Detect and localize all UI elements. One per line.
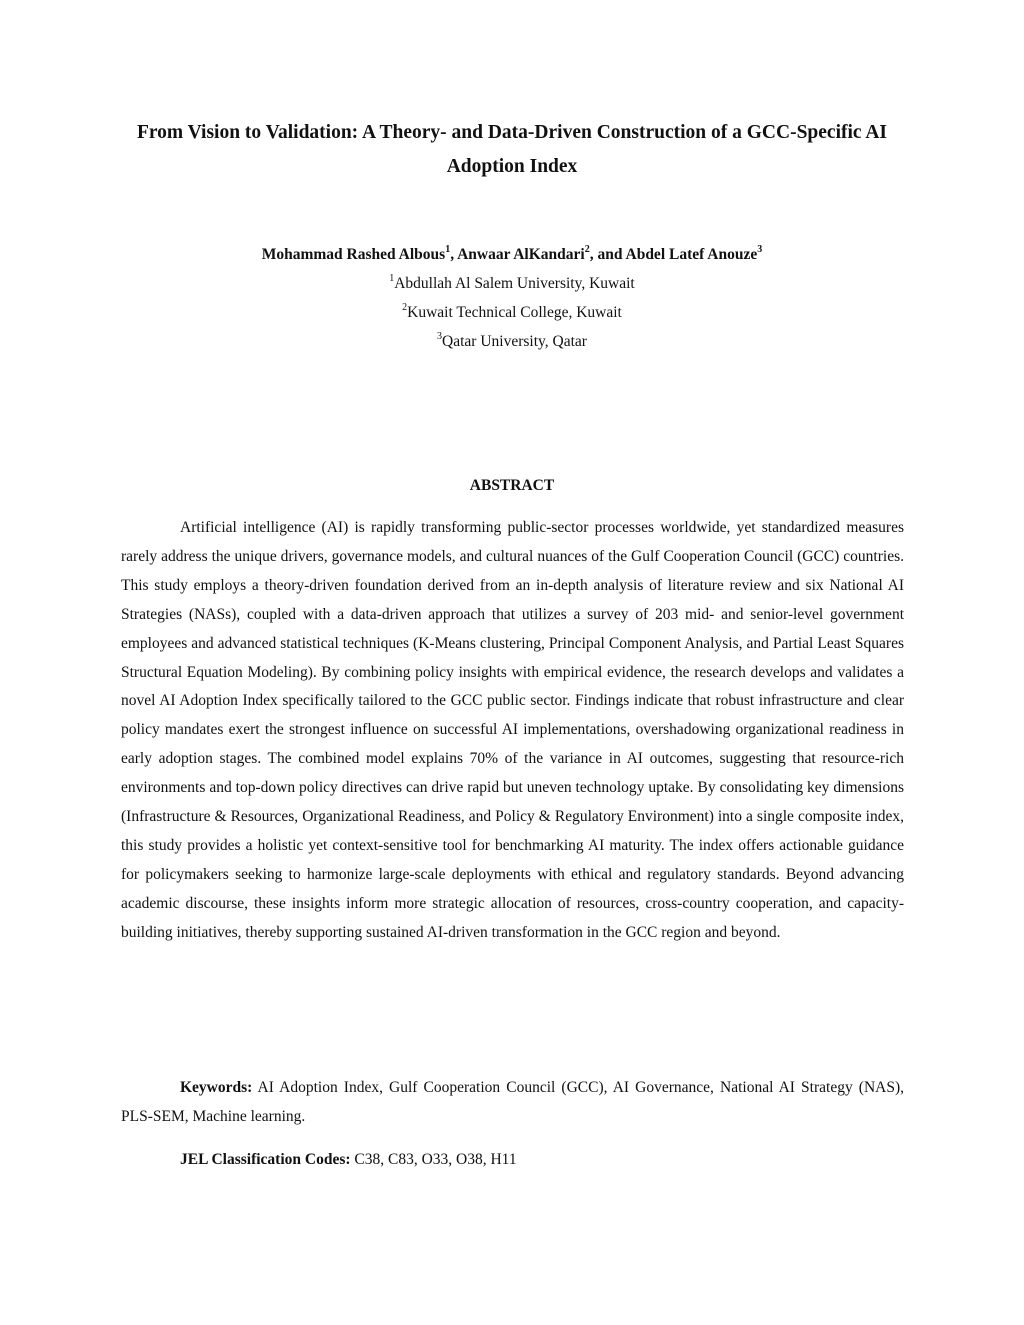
jel-label: JEL Classification Codes: [180, 1151, 351, 1168]
jel-codes-text: C38, C83, O33, O38, H11 [350, 1151, 517, 1168]
author-affiliation-marker: 3 [757, 243, 763, 255]
keywords-paragraph [121, 1074, 904, 1132]
affiliation-marker: 3 [437, 330, 443, 342]
author-separator: , and [589, 246, 626, 263]
affiliation-text: Abdullah Al Salem University, Kuwait [394, 275, 635, 292]
abstract-body: Artificial intelligence (AI) is rapidly transforming public-sector processes worldwide, yet standardized measures rarely address the unique drivers, governance models, and cultural nuances of the Gulf Cooperation Council (GCC) countries. This study employs a theory-driven foundation derived from an in-depth analysis of literature review and six National AI Strategies (NASs), coupled with a data-driven approach that utilizes a survey of 203 mid- and senior-level government employees and advanced statistical techniques (K-Means clustering, Principal Component Analysis, and Partial Least Squares Structural Equation Modeling). By combining policy insights with empirical evidence, the research develops and validates a novel AI Adoption Index specifically tailored to the GCC public sector. Findings indicate that robust infrastructure and clear policy mandates exert the strongest influence on successful AI implementations, overshadowing organizational readiness in early adoption stages. The combined model explains 70% of the variance in AI outcomes, suggesting that resource-rich environments and top-down policy directives can drive rapid but uneven technology uptake. By consolidating key dimensions (Infrastructure & Resources, Organizational Readiness, and Policy & Regulatory Environment) into a single composite index, this study provides a holistic yet context-sensitive tool for benchmarking AI maturity. The index offers actionable guidance for policymakers seeking to harmonize large-scale deployments with ethical and regulatory standards. Beyond advancing academic discourse, these insights inform more strategic allocation of resources, cross-country cooperation, and capacity-building initiatives, thereby supporting sustained AI-driven transformation in the GCC region and beyond. [121, 519, 904, 941]
keywords-label: Keywords: [180, 1079, 253, 1096]
abstract-heading: ABSTRACT [469, 477, 555, 494]
paper-title: From Vision to Validation: A Theory- and Data-Driven Construction of a GCC-Specific AI Adoption Index [136, 122, 888, 177]
author-affiliation-marker: 1 [445, 243, 451, 255]
affiliation [100, 331, 924, 353]
affiliation-text: Kuwait Technical College, Kuwait [407, 304, 622, 321]
jel-codes-paragraph [180, 1146, 904, 1175]
author-name: Anwaar AlKandari [457, 246, 585, 263]
author-list [100, 244, 924, 266]
affiliation [100, 302, 924, 324]
author-affiliation-marker: 2 [584, 243, 590, 255]
affiliation-marker: 2 [402, 301, 408, 313]
affiliation-text: Qatar University, Qatar [442, 333, 587, 350]
affiliation [100, 273, 924, 295]
affiliation-marker: 1 [389, 272, 395, 284]
author-name: Abdel Latef Anouze [625, 246, 758, 263]
author-separator: , [450, 246, 458, 263]
keywords-text: AI Adoption Index, Gulf Cooperation Council (GCC), AI Governance, National AI Strategy (NAS), PLS-SEM, Machine learning. [121, 1079, 904, 1125]
author-name: Mohammad Rashed Albous [261, 246, 446, 263]
